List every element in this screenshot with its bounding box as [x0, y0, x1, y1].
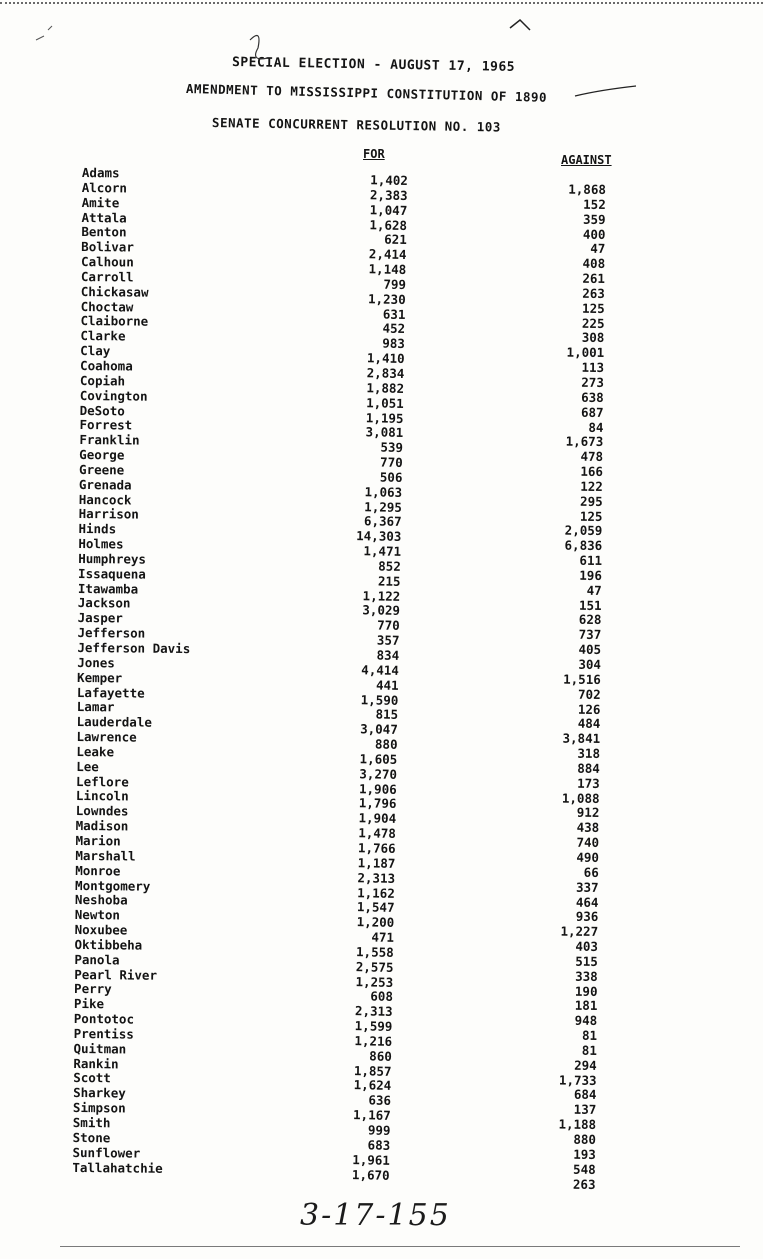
county-name: Hancock	[78, 491, 132, 508]
for-vote-count: 215	[377, 573, 401, 589]
for-column-header: FOR	[363, 147, 385, 161]
county-name: Harrison	[78, 506, 139, 522]
against-vote-count: 47	[590, 241, 606, 257]
for-vote-count: 2,575	[355, 958, 394, 975]
caret-mark	[510, 20, 530, 30]
county-name: Jackson	[77, 595, 131, 611]
county-name: Prentiss	[73, 1025, 134, 1042]
county-name: Lafayette	[76, 684, 145, 701]
against-vote-count: 193	[573, 1146, 596, 1162]
for-vote-count: 1,547	[356, 899, 395, 916]
against-vote-count: 308	[581, 330, 605, 346]
against-vote-count: 6,836	[564, 537, 603, 554]
for-vote-count: 3,081	[365, 424, 404, 441]
against-vote-count: 261	[582, 270, 606, 287]
for-vote-count: 471	[371, 929, 395, 945]
county-name: Smith	[72, 1114, 111, 1131]
for-vote-count: 799	[383, 276, 407, 292]
against-column-header: AGAINST	[561, 153, 612, 167]
against-vote-count: 912	[576, 805, 600, 821]
county-name: Greene	[79, 461, 125, 478]
for-vote-count: 1,200	[356, 914, 395, 931]
against-vote-count: 125	[582, 300, 605, 316]
county-name: Noxubee	[74, 921, 128, 938]
county-name: Amite	[81, 194, 120, 211]
county-name: Lincoln	[75, 788, 129, 804]
for-vote-count: 3,047	[360, 721, 398, 738]
against-vote-count: 515	[575, 953, 598, 969]
county-name: Clay	[80, 343, 111, 359]
against-vote-count: 638	[581, 389, 604, 405]
against-vote-count: 464	[575, 894, 599, 910]
for-vote-count: 1,882	[366, 380, 405, 396]
for-vote-count: 1,187	[357, 855, 396, 871]
for-vote-count: 1,253	[355, 973, 394, 990]
against-vote-count: 137	[573, 1102, 597, 1118]
against-vote-count: 737	[578, 627, 602, 643]
for-vote-count: 1,766	[357, 840, 396, 856]
against-vote-count: 294	[574, 1057, 597, 1073]
county-name: Itawamba	[77, 580, 139, 597]
for-vote-count: 1,906	[358, 780, 397, 797]
county-name: Forrest	[79, 417, 133, 433]
for-vote-count: 2,834	[366, 365, 405, 381]
against-vote-count: 122	[580, 478, 603, 494]
county-name: Hinds	[78, 521, 117, 537]
for-votes-list	[294, 172, 408, 1183]
against-vote-count: 948	[574, 1012, 598, 1029]
county-name: Clarke	[80, 328, 126, 344]
county-name: Calhoun	[81, 254, 134, 270]
for-vote-count: 357	[376, 632, 400, 649]
county-name: Simpson	[72, 1100, 126, 1116]
for-vote-count: 1,216	[354, 1033, 393, 1049]
county-name: Jefferson Davis	[77, 639, 191, 657]
county-name: Leake	[76, 743, 115, 760]
against-vote-count: 66	[583, 864, 599, 880]
county-name: Claiborne	[80, 313, 149, 330]
against-vote-count: 687	[580, 404, 604, 420]
county-name: Lee	[76, 758, 99, 774]
county-name: Humphreys	[78, 550, 147, 567]
against-vote-count: 338	[575, 968, 598, 984]
county-name: Jefferson	[77, 625, 146, 641]
for-vote-count: 1,122	[362, 587, 401, 604]
county-name: Scott	[73, 1070, 111, 1086]
county-name: Marshall	[75, 847, 136, 864]
for-vote-count: 1,162	[357, 884, 395, 901]
county-name: Grenada	[78, 476, 132, 493]
against-vote-count: 408	[582, 255, 606, 272]
for-vote-count: 1,590	[360, 691, 399, 708]
against-vote-count: 702	[577, 686, 601, 702]
for-vote-count: 1,402	[370, 172, 409, 188]
against-vote-count: 225	[581, 315, 605, 331]
top-perforation	[0, 2, 763, 4]
for-vote-count: 1,478	[358, 825, 397, 842]
against-vote-count: 1,001	[566, 344, 605, 361]
for-vote-count: 983	[382, 335, 406, 352]
for-vote-count: 506	[379, 469, 403, 485]
county-name: Franklin	[79, 432, 140, 448]
for-vote-count: 1,195	[365, 409, 404, 426]
for-vote-count: 1,624	[353, 1077, 392, 1094]
for-vote-count: 770	[377, 617, 400, 634]
bottom-rule	[60, 1246, 740, 1247]
county-name: Jones	[77, 654, 115, 671]
for-vote-count: 834	[376, 647, 400, 663]
against-vote-count: 880	[573, 1131, 597, 1147]
county-name: Attala	[81, 209, 127, 225]
county-name: George	[79, 447, 125, 463]
against-vote-count: 318	[577, 745, 601, 762]
against-vote-count: 684	[573, 1087, 597, 1103]
county-name: Choctaw	[80, 298, 134, 315]
for-vote-count: 441	[375, 677, 399, 693]
for-vote-count: 2,383	[369, 187, 408, 203]
county-name: Pearl River	[74, 966, 158, 983]
against-vote-count: 304	[578, 656, 602, 672]
against-vote-count: 181	[574, 998, 598, 1014]
county-name: Sunflower	[72, 1144, 141, 1161]
against-vote-count: 548	[573, 1161, 596, 1177]
against-vote-count: 1,188	[558, 1116, 597, 1133]
county-name: Kemper	[77, 669, 123, 686]
against-vote-count: 295	[580, 493, 603, 509]
for-vote-count: 1,063	[364, 483, 403, 500]
county-name: Issaquena	[78, 565, 146, 582]
against-vote-count: 2,059	[564, 522, 603, 539]
against-vote-count: 47	[586, 582, 602, 598]
county-name: Bolivar	[81, 239, 134, 255]
against-vote-count: 337	[575, 879, 599, 895]
county-name: Holmes	[78, 536, 124, 552]
for-vote-count: 1,295	[364, 498, 403, 515]
document-subtitle: AMENDMENT TO MISSISSIPPI CONSTITUTION OF 1890	[185, 81, 548, 105]
against-vote-count: 1,516	[563, 671, 601, 687]
for-vote-count: 1,167	[352, 1107, 391, 1123]
against-vote-count: 81	[581, 1027, 598, 1044]
for-vote-count: 2,313	[354, 1003, 393, 1020]
county-name: Jasper	[77, 610, 123, 626]
county-name: Pontotoc	[73, 1011, 135, 1027]
against-vote-count: 611	[579, 552, 603, 569]
county-name: Leflore	[76, 773, 129, 790]
for-vote-count: 683	[367, 1137, 391, 1153]
against-vote-count: 1,733	[558, 1072, 597, 1088]
county-name: DeSoto	[79, 402, 125, 418]
against-vote-count: 628	[578, 612, 602, 628]
county-name: Monroe	[75, 862, 121, 879]
county-name: Coahoma	[80, 357, 133, 374]
margin-mark	[36, 26, 52, 40]
county-name: Newton	[74, 907, 121, 923]
county-name: Lowndes	[75, 803, 129, 819]
county-name: Rankin	[73, 1055, 119, 1072]
against-vote-count: 196	[579, 567, 602, 583]
for-vote-count: 1,961	[352, 1151, 391, 1168]
for-vote-count: 3,029	[362, 602, 401, 619]
against-vote-count: 936	[575, 909, 599, 925]
for-vote-count: 815	[375, 706, 399, 723]
against-vote-count: 166	[580, 463, 604, 480]
county-name: Lamar	[76, 699, 115, 715]
for-vote-count: 1,857	[353, 1062, 392, 1079]
county-name: Madison	[75, 818, 129, 834]
against-vote-count: 273	[581, 374, 604, 390]
for-vote-count: 636	[368, 1092, 392, 1109]
county-name: Benton	[81, 224, 127, 240]
for-vote-count: 1,670	[351, 1166, 390, 1183]
for-vote-count: 770	[380, 454, 403, 470]
against-vote-count: 3,841	[562, 730, 601, 747]
handwritten-note: 3-17-155	[300, 1198, 451, 1233]
against-vote-count: 84	[588, 419, 604, 435]
county-name: Pike	[73, 996, 105, 1012]
for-vote-count: 1,599	[354, 1018, 393, 1034]
for-vote-count: 1,628	[369, 216, 408, 233]
for-vote-count: 1,047	[369, 201, 408, 218]
county-name: Stone	[72, 1129, 111, 1146]
for-vote-count: 631	[382, 306, 406, 322]
against-vote-count: 740	[576, 834, 600, 851]
against-vote-count: 1,868	[568, 181, 607, 197]
against-vote-count: 884	[577, 760, 600, 776]
against-vote-count: 400	[582, 226, 606, 242]
pen-stroke-1890	[575, 86, 636, 96]
for-vote-count: 608	[370, 988, 394, 1005]
county-name: Perry	[74, 981, 112, 997]
county-name: Chickasaw	[80, 283, 149, 300]
against-vote-count: 403	[575, 938, 599, 954]
county-name: Neshoba	[74, 892, 128, 908]
county-name: Adams	[81, 165, 120, 181]
for-vote-count: 1,051	[366, 394, 404, 411]
against-vote-count: 113	[581, 359, 605, 376]
for-vote-count: 621	[384, 231, 407, 248]
county-name: Lawrence	[76, 729, 137, 745]
against-vote-count: 438	[576, 820, 600, 836]
against-vote-count: 151	[578, 597, 602, 613]
for-vote-count: 1,558	[355, 944, 394, 960]
county-name: Copiah	[79, 372, 126, 389]
for-vote-count: 1,796	[358, 795, 397, 812]
county-name: Sharkey	[73, 1085, 126, 1101]
against-vote-count: 1,673	[565, 433, 604, 450]
for-vote-count: 14,303	[356, 528, 402, 545]
against-vote-count: 190	[574, 983, 598, 999]
against-vote-count: 490	[576, 849, 600, 865]
against-vote-count: 1,088	[561, 790, 600, 806]
for-vote-count: 1,148	[368, 261, 407, 278]
for-vote-count: 2,414	[368, 246, 407, 263]
county-name: Montgomery	[75, 877, 151, 894]
against-vote-count: 152	[583, 196, 606, 212]
for-vote-count: 2,313	[357, 869, 396, 886]
against-vote-count: 125	[579, 508, 603, 524]
against-vote-count: 126	[577, 701, 601, 717]
county-name: Covington	[79, 387, 148, 404]
county-name: Alcorn	[81, 179, 128, 196]
for-vote-count: 1,230	[367, 291, 406, 307]
against-vote-count: 359	[582, 211, 606, 227]
resolution-line: SENATE CONCURRENT RESOLUTION NO. 103	[211, 115, 502, 135]
for-vote-count: 1,410	[366, 350, 405, 367]
for-vote-count: 3,270	[359, 765, 398, 782]
for-vote-count: 999	[367, 1122, 391, 1138]
document-title: SPECIAL ELECTION - AUGUST 17, 1965	[231, 55, 516, 75]
for-vote-count: 6,367	[363, 513, 402, 530]
against-vote-count: 263	[572, 1176, 596, 1192]
county-name: Carroll	[80, 268, 134, 285]
for-vote-count: 1,605	[359, 751, 398, 767]
for-vote-count: 852	[378, 558, 401, 574]
against-vote-count: 1,227	[560, 923, 599, 940]
for-vote-count: 452	[382, 320, 406, 337]
against-vote-count: 81	[581, 1042, 597, 1058]
against-votes-list	[499, 182, 606, 1192]
against-vote-count: 405	[578, 641, 602, 658]
county-name: Tallahatchie	[72, 1159, 163, 1176]
county-name: Panola	[74, 951, 120, 968]
for-vote-count: 1,904	[358, 810, 397, 827]
against-vote-count: 173	[577, 775, 600, 791]
for-vote-count: 860	[369, 1048, 392, 1064]
against-vote-count: 263	[582, 285, 605, 301]
county-list	[72, 166, 195, 1176]
for-vote-count: 1,471	[363, 543, 402, 560]
for-vote-count: 539	[380, 439, 404, 456]
county-name: Lauderdale	[76, 714, 152, 730]
county-name: Marion	[75, 832, 121, 849]
against-vote-count: 484	[577, 716, 601, 732]
against-vote-count: 478	[580, 448, 604, 465]
county-name: Oktibbeha	[74, 936, 143, 953]
for-vote-count: 880	[374, 736, 398, 752]
county-name: Quitman	[73, 1040, 127, 1057]
for-vote-count: 4,414	[361, 662, 400, 678]
